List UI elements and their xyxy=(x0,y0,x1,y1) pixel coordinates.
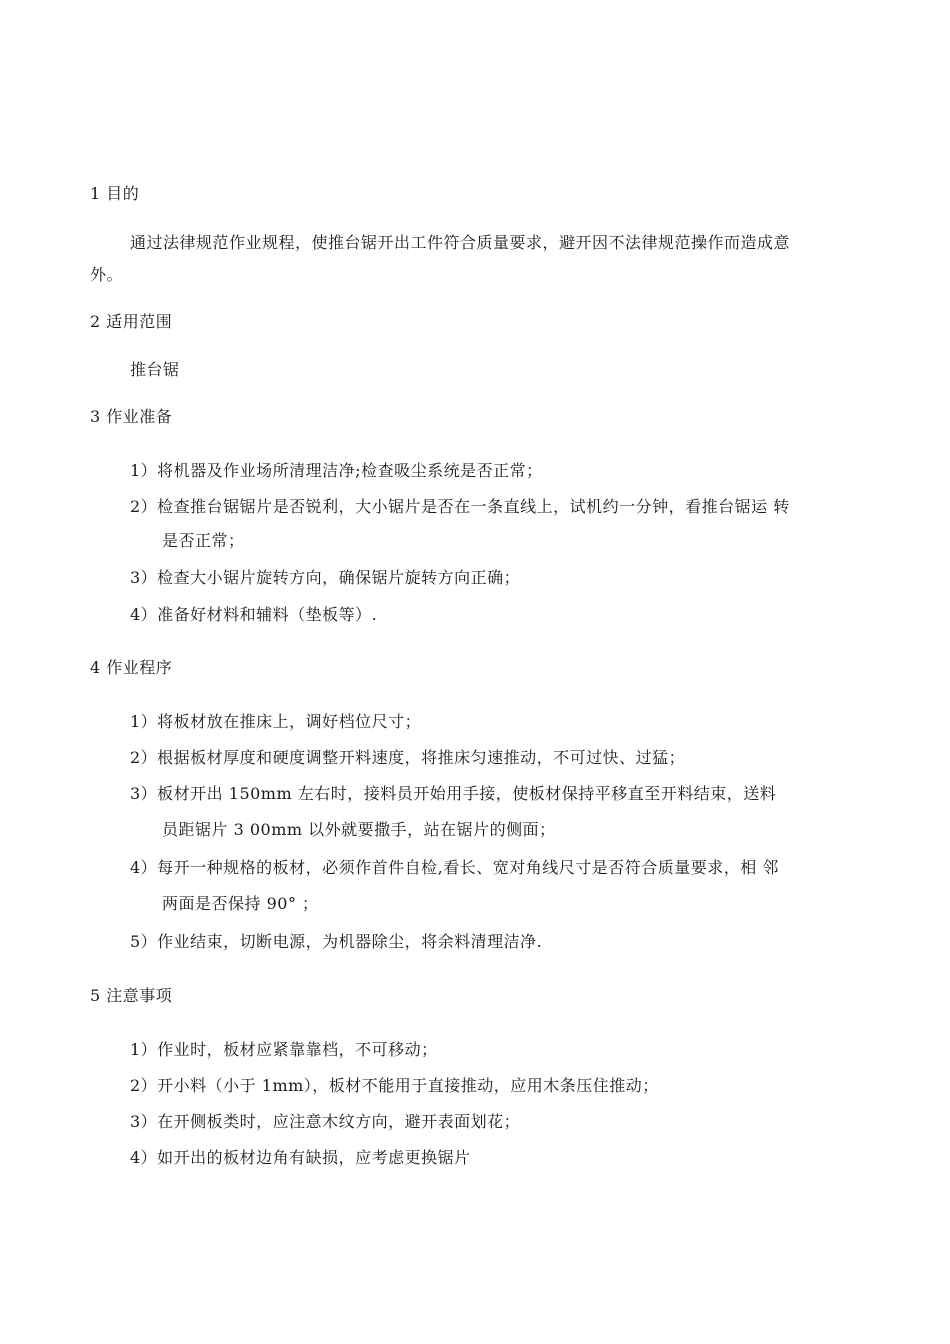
section-heading-scope: 2 适用范围 xyxy=(90,312,173,331)
list-item-continuation: 两面是否保持 90° ； xyxy=(162,894,319,913)
list-item: 1）作业时，板材应紧靠靠档，不可移动； xyxy=(130,1040,438,1059)
list-item: 4）如开出的板材边角有缺损，应考虑更换锯片 xyxy=(130,1148,471,1167)
list-item: 1）将机器及作业场所清理洁净;检查吸尘系统是否正常； xyxy=(130,461,543,480)
paragraph-line: 外。 xyxy=(90,265,124,284)
list-item: 3）在开侧板类时，应注意木纹方向，避开表面划花； xyxy=(130,1112,521,1131)
list-item: 4）每开一种规格的板材，必须作首件自检,看长、宽对角线尺寸是否符合质量要求，相 邻 xyxy=(130,858,779,877)
list-item: 2）开小料（小于 1mm），板材不能用于直接推动，应用木条压住推动； xyxy=(130,1076,659,1095)
list-item: 5）作业结束，切断电源，为机器除尘，将余料清理洁净. xyxy=(130,932,543,951)
list-item: 3）板材开出 150mm 左右时，接料员开始用手接，使板材保持平移直至开料结束，送料 xyxy=(130,784,777,803)
list-item-continuation: 员距锯片 3 00mm 以外就要撒手，站在锯片的侧面； xyxy=(162,820,556,839)
list-item: 2）检查推台锯锯片是否锐利，大小锯片是否在一条直线上，试机约一分钟，看推台锯运 转 xyxy=(130,497,790,516)
list-item: 1）将板材放在推床上，调好档位尺寸； xyxy=(130,712,422,731)
paragraph-line: 推台锯 xyxy=(130,360,180,379)
paragraph-line: 通过法律规范作业规程，使推台锯开出工件符合质量要求，避开因不法律规范操作而造成意 xyxy=(130,233,791,252)
list-item: 3）检查大小锯片旋转方向，确保锯片旋转方向正确； xyxy=(130,568,521,587)
section-heading-precautions: 5 注意事项 xyxy=(90,986,173,1005)
section-heading-preparation: 3 作业准备 xyxy=(90,407,173,426)
list-item: 4）准备好材料和辅料（垫板等）. xyxy=(130,605,378,624)
section-heading-procedure: 4 作业程序 xyxy=(90,658,173,677)
section-heading-purpose: 1 目的 xyxy=(90,184,140,203)
list-item-continuation: 是否正常； xyxy=(162,531,245,550)
list-item: 2）根据板材厚度和硬度调整开料速度，将推床匀速推动，不可过快、过猛； xyxy=(130,748,686,767)
